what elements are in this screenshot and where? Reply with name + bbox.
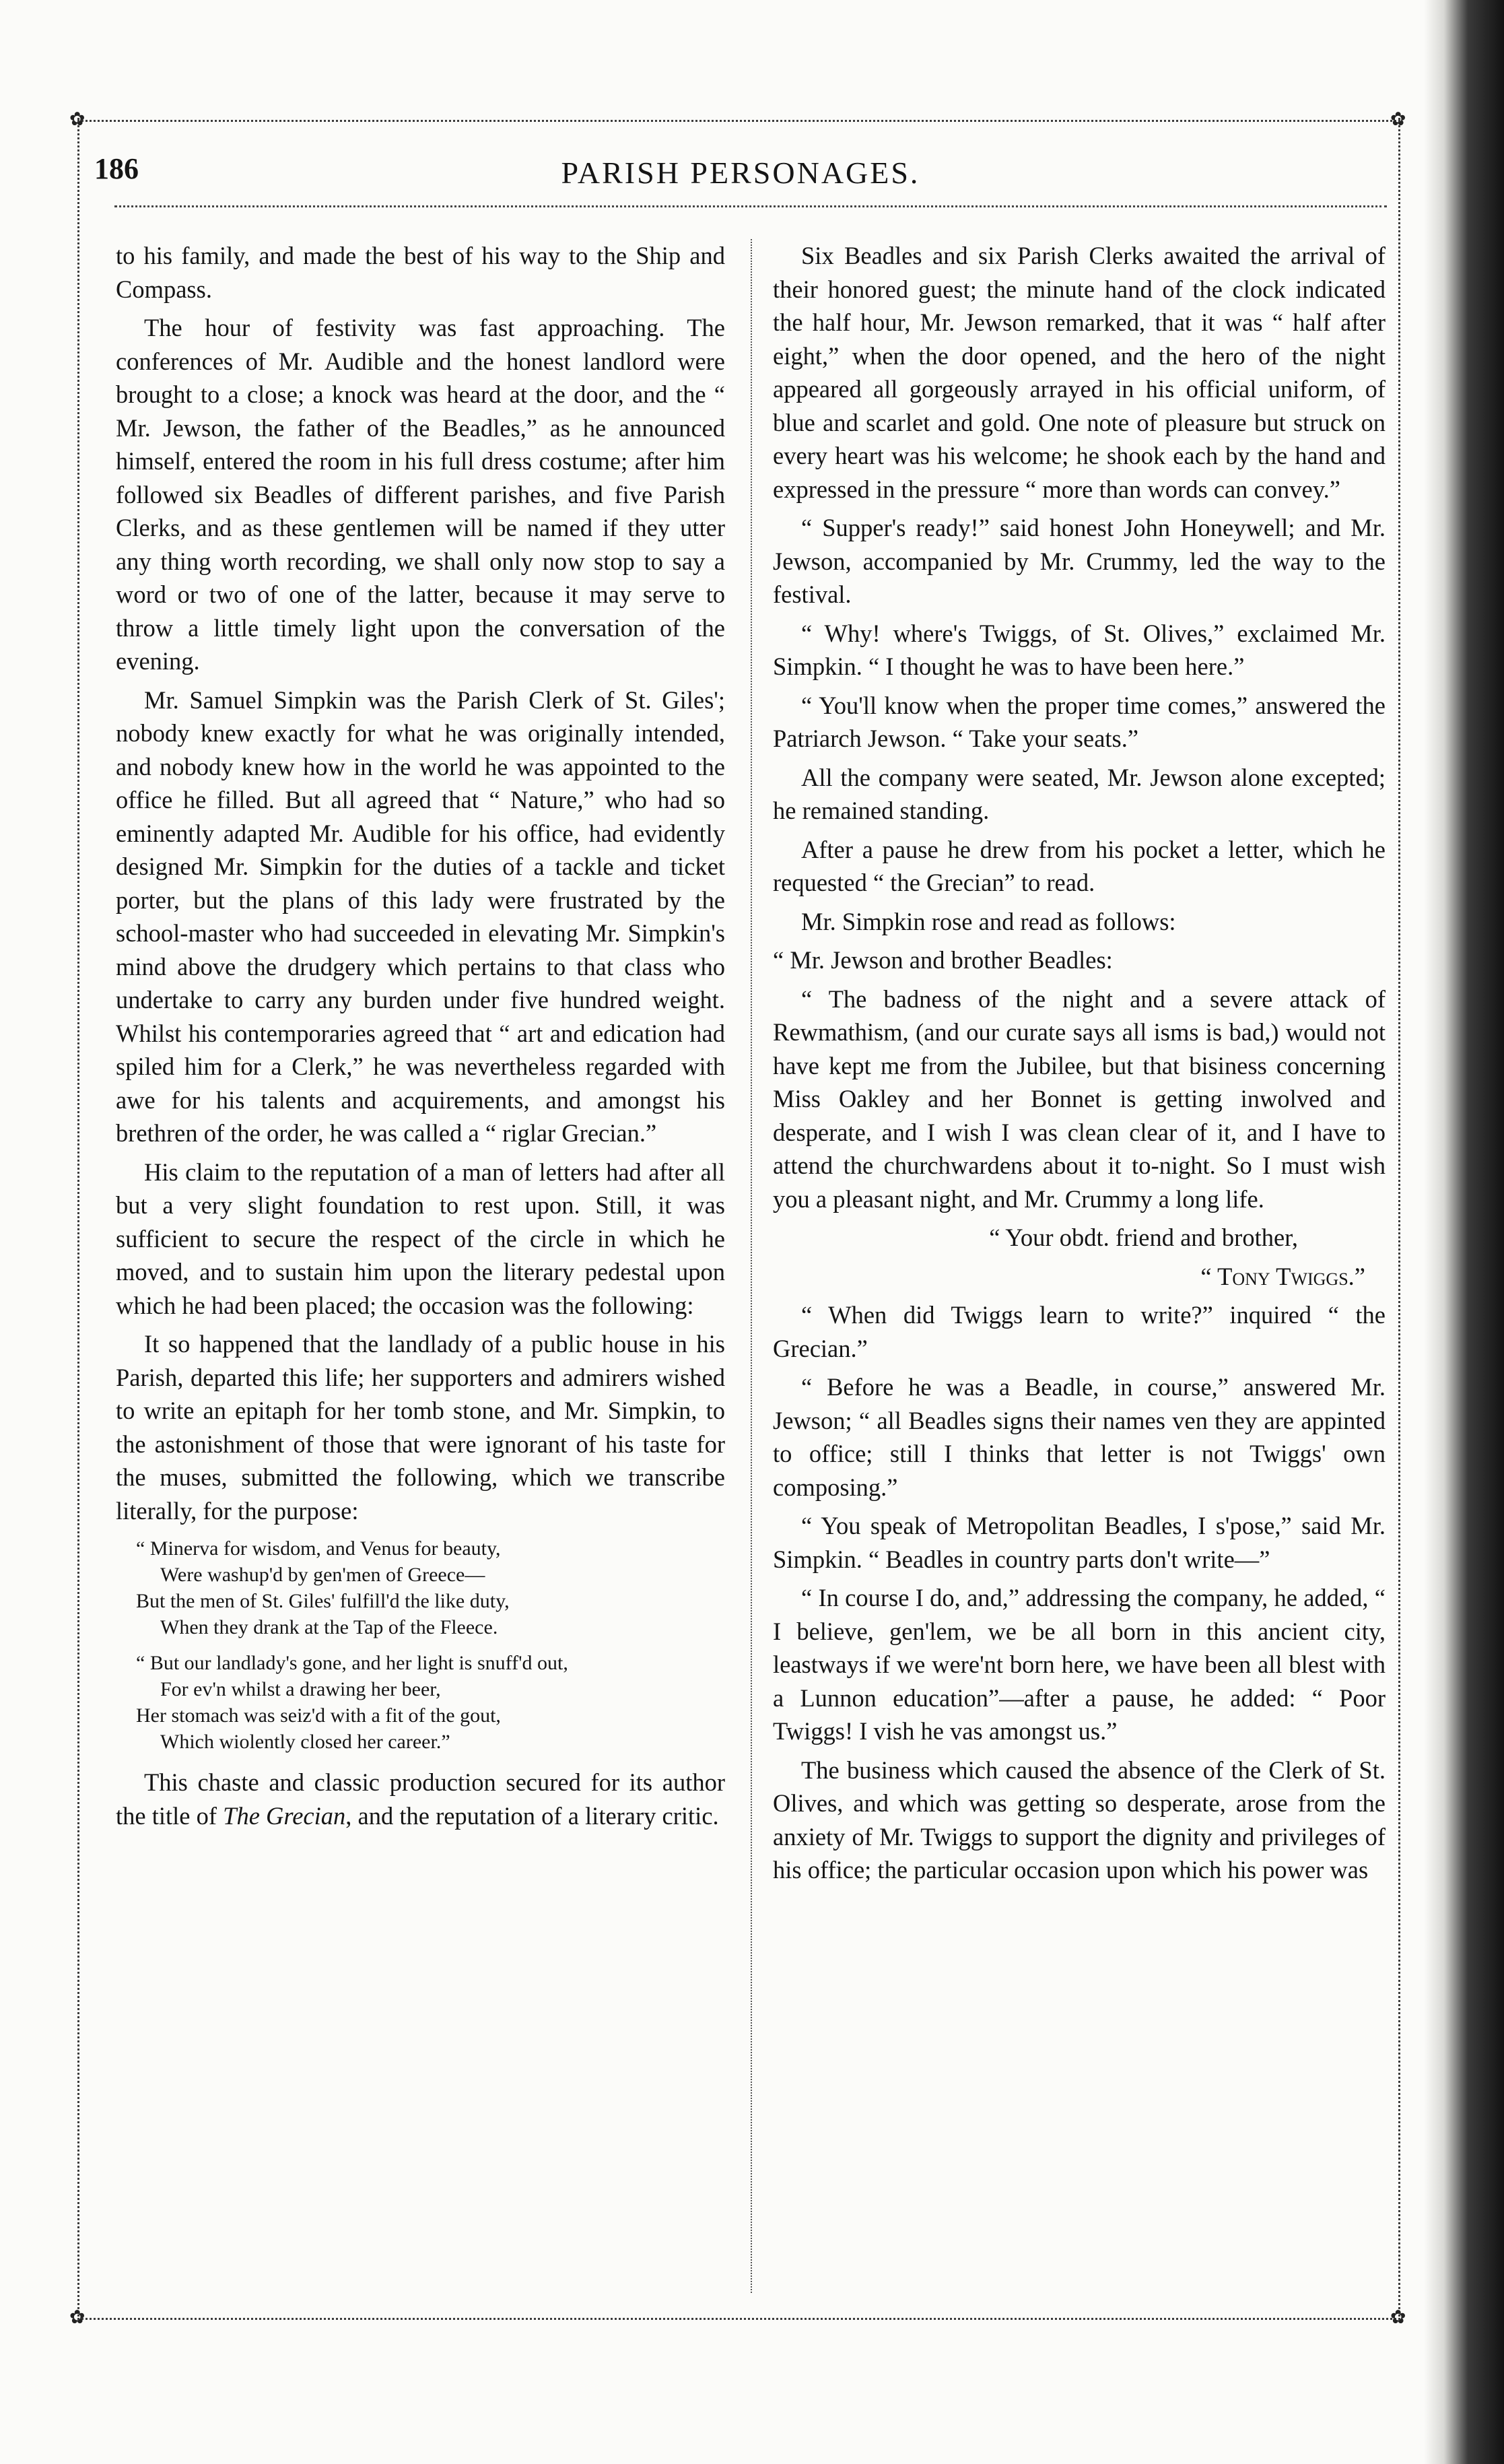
poem-stanza: [136, 1650, 725, 1755]
column-divider-rule: [751, 239, 752, 2293]
paragraph: “ You speak of Metropolitan Beadles, I s'pose,” said Mr. Simpkin. “ Beadles in country parts don't write—”: [773, 1512, 1386, 1573]
paragraph: Six Beadles and six Parish Clerks awaited the arrival of their honored guest; the minute hand of the clock indicated the half hour, Mr. Jewson remarked, that it was “ half after eight,” when the door opened, and the hero of the night appeared all gorgeously arrayed in his official uniform, of blue and scarlet and gold. One note of pleasure but struck on every heart was his welcome; he shook each by the hand and expressed in the pressure “ more than words can convey.”: [773, 242, 1386, 503]
right-column: [773, 239, 1386, 1892]
paragraph: “ You'll know when the proper time comes,” answered the Patriarch Jewson. “ Take your seats.”: [773, 691, 1386, 752]
ornament-icon: ✿: [69, 109, 86, 130]
book-title: The Grecian: [223, 1801, 346, 1830]
paragraph: After a pause he drew from his pocket a letter, which he requested “ the Grecian” to read.: [773, 835, 1386, 896]
ornament-icon: ✿: [1390, 2307, 1406, 2328]
letter-closing: “ Your obdt. friend and brother,: [989, 1224, 1298, 1251]
ornament-icon: ✿: [69, 2307, 86, 2328]
header-underline-rule: [114, 205, 1387, 207]
poem-line: For ev'n whilst a drawing her beer,: [160, 1678, 441, 1700]
ornament-icon: ✿: [1390, 109, 1406, 130]
left-column: [116, 239, 725, 1838]
poem-line: Her stomach was seiz'd with a fit of the gout,: [136, 1704, 501, 1727]
paragraph: Mr. Simpkin rose and read as follows:: [801, 907, 1176, 935]
poem-line: “ But our landlady's gone, and her light is snuff'd out,: [136, 1652, 568, 1674]
paragraph: The hour of festivity was fast approaching. The conferences of Mr. Audible and the honest landlord were brought to a close; a knock was heard at the door, and the “ Mr. Jewson, the father of the Beadles,” as he announced himself, entered the room in his full dress costume; after him followed six Beadles of different parishes, and five Parish Clerks, and as these gentlemen will be named if they utter any thing worth recording, we shall only now stop to say a word or two of one of the latter, because it may serve to throw a little timely light upon the conversation of the evening.: [116, 314, 725, 675]
poem-line: Were washup'd by gen'men of Greece—: [160, 1564, 485, 1586]
paragraph: All the company were seated, Mr. Jewson alone excepted; he remained standing.: [773, 763, 1386, 824]
poem-line: Which wiolently closed her career.”: [160, 1731, 450, 1753]
poem-stanza: [136, 1535, 725, 1640]
scanned-page-edge: [1424, 0, 1504, 2464]
bottom-border-rule: [77, 2318, 1400, 2320]
poem-line: “ Minerva for wisdom, and Venus for beauty,: [136, 1537, 501, 1560]
paragraph: [116, 1766, 725, 1832]
top-border-rule: [77, 120, 1400, 122]
right-border-rule: [1398, 118, 1400, 2317]
left-border-rule: [77, 118, 79, 2317]
paragraph-text: This chaste and classic production secured for its author the title of: [116, 1768, 725, 1830]
paragraph: “ When did Twiggs learn to write?” inquired “ the Grecian.”: [773, 1301, 1386, 1362]
letter-signature: “ Tony Twiggs.”: [1200, 1262, 1365, 1290]
paragraph-text: , and the reputation of a literary critic.: [345, 1801, 719, 1830]
paragraph: Mr. Samuel Simpkin was the Parish Clerk of St. Giles'; nobody knew exactly for what he was originally intended, and nobody knew how in the world he was appointed to the office he filled. But all agreed that “ Nature,” who had so eminently adapted Mr. Audible for his office, had evidently designed Mr. Simpkin for the duties of a tackle and ticket porter, but the plans of this lady were frustrated by the school-master who had succeeded in elevating Mr. Simpkin's mind above the drudgery which pertains to that class who undertake to carry any burden under five hundred weight. Whilst his contemporaries agreed that “ art and edication had spiled him for a Clerk,” he was nevertheless regarded with awe for his talents and acquirements, and amongst his brethren of the order, he was called a “ riglar Grecian.”: [116, 686, 725, 1147]
paragraph: “ Before he was a Beadle, in course,” answered Mr. Jewson; “ all Beadles signs their names ven they are appinted to office; still I thinks that letter is not Twiggs' own composing.”: [773, 1373, 1386, 1501]
page-number: 186: [94, 152, 139, 185]
epitaph-poem: [136, 1535, 725, 1755]
paragraph: to his family, and made the best of his way to the Ship and Compass.: [116, 242, 725, 303]
running-title: PARISH PERSONAGES.: [561, 156, 920, 190]
paragraph: “ In course I do, and,” addressing the company, he added, “ I believe, gen'lem, we be all born in this ancient city, leastways if we were'nt born here, we have been all blest with a Lunnon education”—after a pause, he added: “ Poor Twiggs! I vish he vas amongst us.”: [773, 1584, 1386, 1745]
poem-line: But the men of St. Giles' fulfill'd the like duty,: [136, 1590, 510, 1612]
poem-line: When they drank at the Tap of the Fleece.: [160, 1616, 498, 1638]
paragraph: It so happened that the landlady of a public house in his Parish, departed this life; her supporters and admirers wished to write an epitaph for her tomb stone, and Mr. Simpkin, to the astonishment of those that were ignorant of his taste for the muses, submitted the following, which we transcribe literally, for the purpose:: [116, 1330, 725, 1525]
paragraph: His claim to the reputation of a man of letters had after all but a very slight foundation to rest upon. Still, it was sufficient to secure the respect of the circle in which he moved, and to sustain him upon the literary pedestal upon which he had been placed; the occasion was the following:: [116, 1158, 725, 1319]
paragraph: “ Why! where's Twiggs, of St. Olives,” exclaimed Mr. Simpkin. “ I thought he was to have been here.”: [773, 619, 1386, 680]
letter-body: “ The badness of the night and a severe attack of Rewmathism, (and our curate says all isms is bad,) would not have kept me from the Jubilee, but that bisiness concerning Miss Oakley and her Bonnet is getting inwolved and desperate, and I wish I was clean clear of it, and I have to attend the churchwardens about it to-night. So I must wish you a pleasant night, and Mr. Crummy a long life.: [773, 985, 1386, 1213]
paragraph: “ Supper's ready!” said honest John Honeywell; and Mr. Jewson, accompanied by Mr. Crummy, led the way to the festival.: [773, 514, 1386, 608]
paragraph: The business which caused the absence of the Clerk of St. Olives, and which was getting so desperate, arose from the anxiety of Mr. Twiggs to support the dignity and privileges of his office; the particular occasion upon which his power was: [773, 1756, 1386, 1884]
letter-salutation: “ Mr. Jewson and brother Beadles:: [773, 946, 1113, 974]
